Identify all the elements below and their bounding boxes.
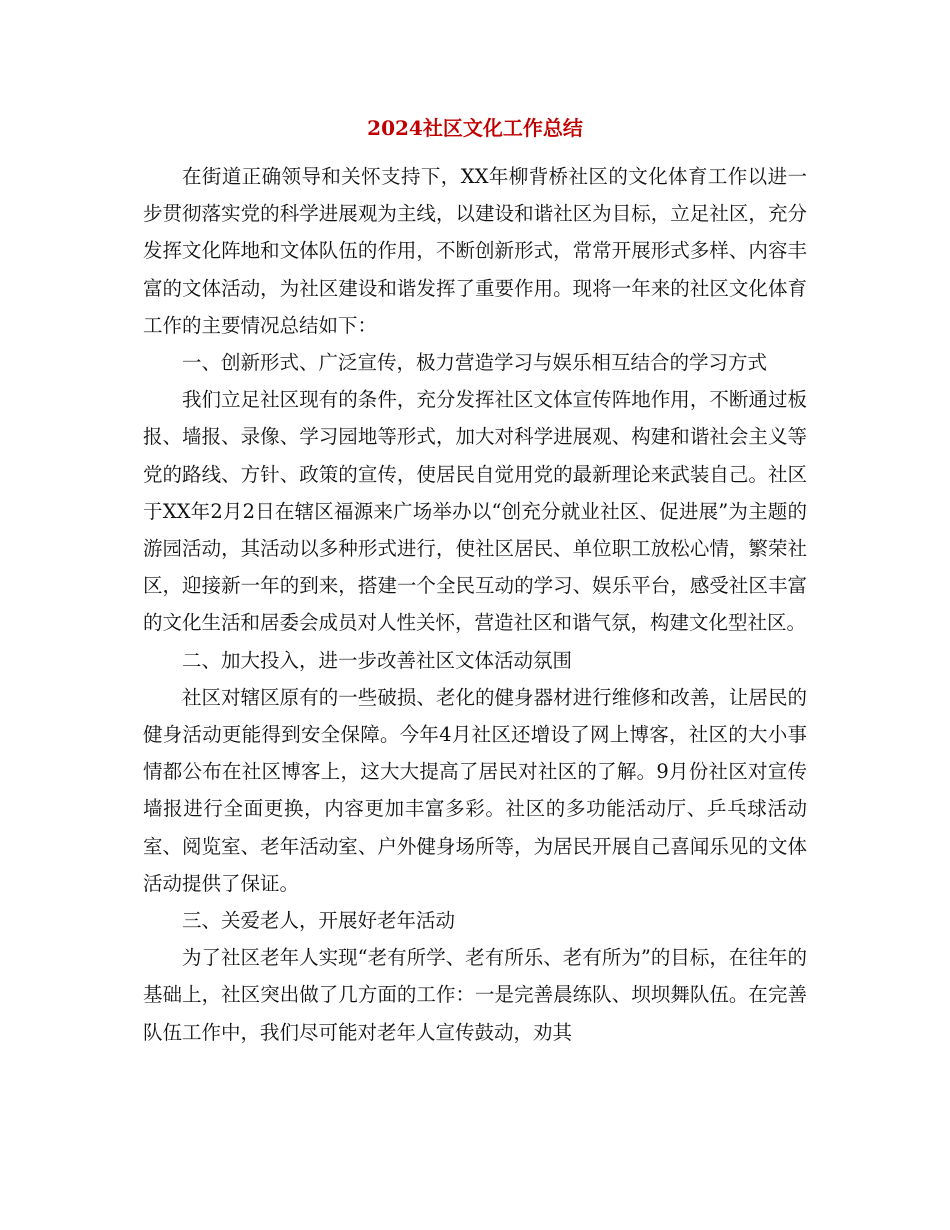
- section-heading-2: 二、加大投入，进一步改善社区文体活动氛围: [182, 648, 573, 672]
- intro-paragraph: 在街道正确领导和关怀支持下，XX年柳背桥社区的文化体育工作以进一步贯彻落实党的科学进展观为主线，以建设和谐社区为目标，立足社区，充分发挥文化阵地和文体队伍的作用，不断创新形式，常常开展形式多样、内容丰富的文体活动，为社区建设和谐发挥了重要作用。现将一年来的社区文化体育工作的主要情况总结如下：: [143, 165, 807, 337]
- section-heading-3: 三、关爱老人，开展好老年活动: [182, 909, 456, 933]
- document-title: 2024社区文化工作总结: [367, 116, 583, 140]
- section-2-paragraph: 社区对辖区原有的一些破损、老化的健身器材进行维修和改善，让居民的健身活动更能得到安全保障。今年4月社区还增设了网上博客，社区的大小事情都公布在社区博客上，这大大提高了居民对社区的了解。9月份社区对宣传墙报进行全面更换，内容更加丰富多彩。社区的多功能活动厅、乒乓球活动室、阅览室、老年活动室、户外健身场所等，为居民开展自己喜闻乐见的文体活动提供了保证。: [143, 685, 807, 895]
- document-body: [143, 158, 807, 1051]
- section-3-paragraph: 为了社区老年人实现“老有所学、老有所乐、老有所为”的目标，在往年的基础上，社区突出做了几方面的工作：一是完善晨练队、坝坝舞队伍。在完善队伍工作中，我们尽可能对老年人宣传鼓动，劝其: [143, 946, 807, 1044]
- section-heading-1: 一、创新形式、广泛宣传，极力营造学习与娱乐相互结合的学习方式: [182, 351, 768, 375]
- section-1-paragraph: 我们立足社区现有的条件，充分发挥社区文体宣传阵地作用，不断通过板报、墙报、录像、学习园地等形式，加大对科学进展观、构建和谐社会主义等党的路线、方针、政策的宣传，使居民自觉用党的最新理论来武装自己。社区于XX年2月2日在辖区福源来广场举办以“创充分就业社区、促进展”为主题的游园活动，其活动以多种形式进行，使社区居民、单位职工放松心情，繁荣社区，迎接新一年的到来，搭建一个全民互动的学习、娱乐平台，感受社区丰富的文化生活和居委会成员对人性关怀，营造社区和谐气氛，构建文化型社区。: [143, 388, 807, 635]
